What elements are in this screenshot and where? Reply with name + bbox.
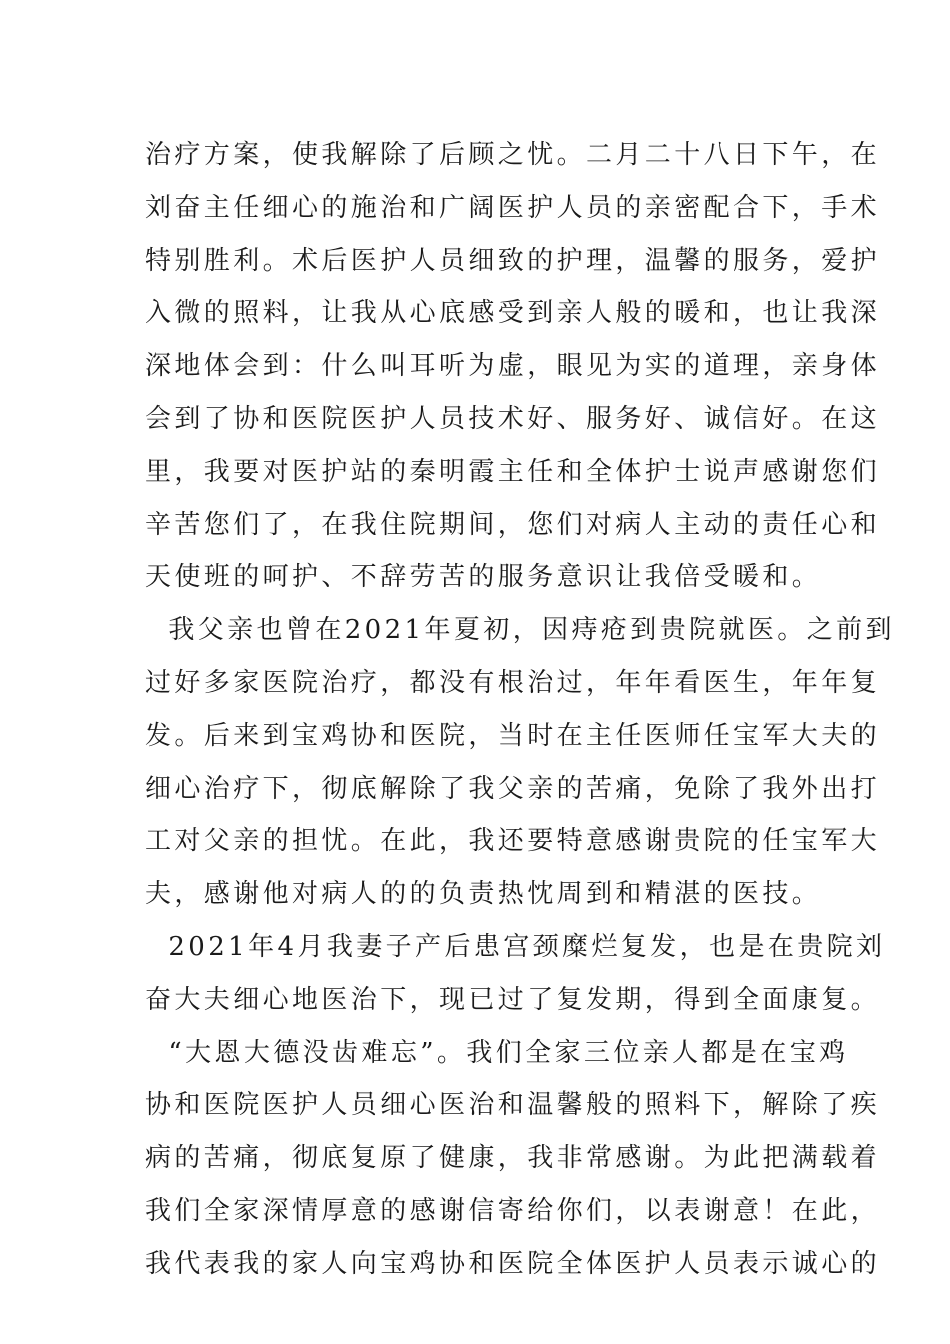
body-line: 发。后来到宝鸡协和医院，当时在主任医师任宝军大夫的 <box>145 720 881 751</box>
body-line: 过好多家医院治疗，都没有根治过，年年看医生，年年复 <box>145 667 881 698</box>
body-line: 我父亲也曾在2021年夏初，因痔疮到贵院就医。之前到 <box>145 615 895 646</box>
letter-body <box>145 129 895 1291</box>
body-line: 我们全家深情厚意的感谢信寄给你们，以表谢意！在此， <box>145 1195 881 1226</box>
body-line: 辛苦您们了，在我住院期间，您们对病人主动的责任心和 <box>145 509 881 540</box>
body-line: 协和医院医护人员细心医治和温馨般的照料下，解除了疾 <box>145 1090 881 1121</box>
body-line: 里，我要对医护站的秦明霞主任和全体护士说声感谢您们 <box>145 456 881 487</box>
body-line: 夫，感谢他对病人的的负责热忱周到和精湛的医技。 <box>145 879 822 910</box>
body-line: 奋大夫细心地医治下，现已过了复发期，得到全面康复。 <box>145 984 881 1015</box>
body-line: 深地体会到：什么叫耳听为虚，眼见为实的道理，亲身体 <box>145 351 881 382</box>
body-line: 2021年4月我妻子产后患宫颈糜烂复发，也是在贵院刘 <box>145 931 886 962</box>
body-line: 天使班的呵护、不辞劳苦的服务意识让我倍受暖和。 <box>145 562 822 593</box>
body-line: 我代表我的家人向宝鸡协和医院全体医护人员表示诚心的 <box>145 1248 881 1279</box>
body-line: 病的苦痛，彻底复原了健康，我非常感谢。为此把满载着 <box>145 1143 881 1174</box>
body-line: 特别胜利。术后医护人员细致的护理，温馨的服务，爱护 <box>145 245 881 276</box>
body-line: 治疗方案，使我解除了后顾之忧。二月二十八日下午，在 <box>145 140 881 170</box>
body-line: 会到了协和医院医护人员技术好、服务好、诚信好。在这 <box>145 403 881 434</box>
body-line: 入微的照料，让我从心底感受到亲人般的暖和，也让我深 <box>145 298 881 329</box>
body-line: 工对父亲的担忧。在此，我还要特意感谢贵院的任宝军大 <box>145 826 881 857</box>
body-line: 刘奋主任细心的施治和广阔医护人员的亲密配合下，手术 <box>145 192 881 223</box>
body-line: 细心治疗下，彻底解除了我父亲的苦痛，免除了我外出打 <box>145 773 881 804</box>
body-line: “大恩大德没齿难忘”。我们全家三位亲人都是在宝鸡 <box>145 1037 849 1068</box>
